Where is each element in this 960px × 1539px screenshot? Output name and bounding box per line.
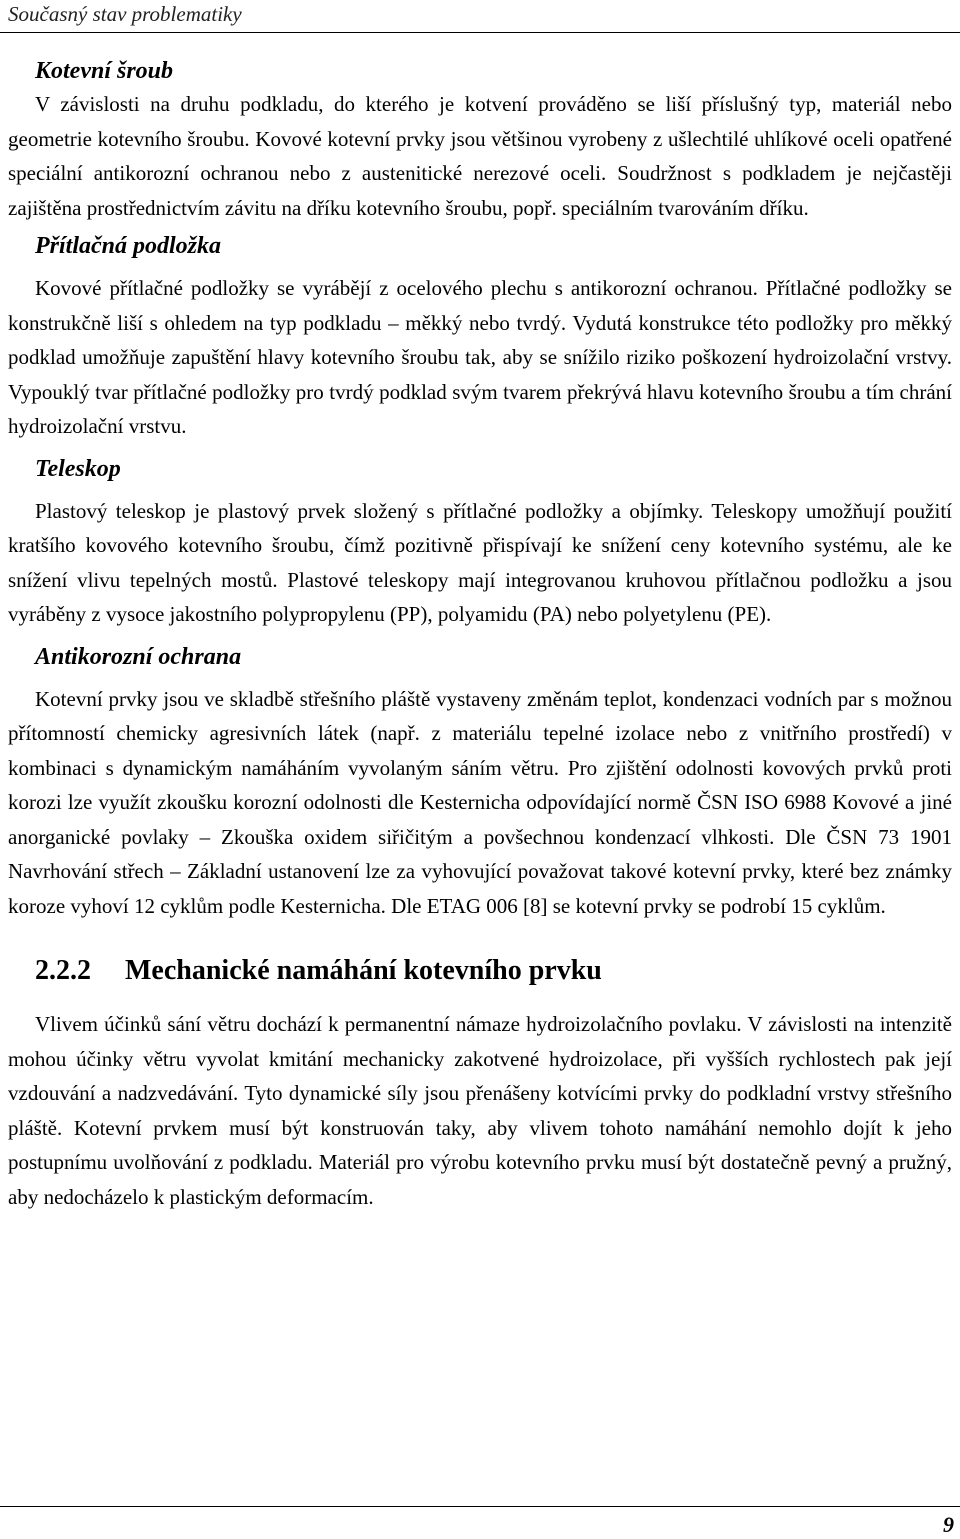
paragraph-teleskop: Plastový teleskop je plastový prvek složený s přítlačné podložky a objímky. Teleskopy umožňují použití kratšího kovového kotevního šroubu, čímž pozitivně přispívají ke snížení ceny kotevního systému, ale ke snížení vlivu tepelných mostů. Plastové teleskopy mají integrovanou kruhovou přítlačnou podložku a jsou vyráběny z vysoce jakostního polypropylenu (PP), polyamidu (PA) nebo polyetylenu (PE). <box>8 498 952 626</box>
page-number: 9 <box>943 1512 954 1537</box>
section-number: 2.2.2 <box>35 955 91 986</box>
header-divider <box>0 32 960 33</box>
page-content <box>8 50 952 1214</box>
section-heading-mechanicke-namahani <box>8 949 952 993</box>
section-title: Mechanické namáhání kotevního prvku <box>125 955 602 986</box>
paragraph-antikorozni-ochrana: Kotevní prvky jsou ve skladbě střešního pláště vystaveny změnám teplot, kondenzaci vodních par s možnou přítomností chemicky agresivních látek (např. z materiálu tepelné izolace nebo z vnitřního prostředí) v kombinaci s dynamickým namáháním vyvolaným sáním větru. Pro zjištění odolnosti kovových prvků proti korozi lze využít zkoušku korozní odolnosti dle Kesternicha odpovídající normě ČSN ISO 6988 Kovové a jiné anorganické povlaky – Zkouška oxidem siřičitým a povšechnou kondenzací vlhkosti. Dle ČSN 73 1901 Navrhování střech – Základní ustanovení lze za vyhovující považovat takové kotevní prvky, které bez známky koroze vyhoví 12 cyklům podle Kesternicha. Dle ETAG 006 [8] se kotevní prvky se podrobí 15 cyklům. <box>8 686 952 918</box>
paragraph-kotevni-sroub: V závislosti na druhu podkladu, do kterého je kotvení prováděno se liší příslušný typ, materiál nebo geometrie kotevního šroubu. Kovové kotevní prvky jsou většinou vyrobeny z ušlechtilé uhlíkové oceli opatřené speciální antikorozní ochranou nebo z austenitické nerezové oceli. Soudržnost s podkladem je nejčastěji zajištěna prostřednictvím závitu na dříku kotevního šroubu, popř. speciálním tvarováním dříku. <box>8 92 952 220</box>
heading-pritlacna-podlozka: Přítlačná podložka <box>35 233 222 259</box>
heading-antikorozni-ochrana: Antikorozní ochrana <box>35 643 242 670</box>
running-header: Současný stav problematiky <box>8 2 242 26</box>
paragraph-mechanicke-namahani: Vlivem účinků sání větru dochází k permanentní námaze hydroizolačního povlaku. V závislosti na intenzitě mohou účinky větru vyvolat kmitání mechanicky zakotvené hydroizolace, při vyšších rychlostech pak její vzdouvání a nadzvedávání. Tyto dynamické síly jsou přenášeny kotvícími prvky do podkladní vrstvy střešního pláště. Kotevní prvkem musí být konstruován taky, aby vlivem tohoto namáhání nemohlo dojít k jeho postupnímu uvolňování z podkladu. Materiál pro výrobu kotevního prvku musí být dostatečně pevný a pružný, aby nedocházelo k plastickým deformacím. <box>8 1012 952 1209</box>
heading-kotevni-sroub: Kotevní šroub <box>35 58 174 84</box>
heading-teleskop: Teleskop <box>35 455 121 482</box>
footer-divider <box>0 1506 960 1507</box>
paragraph-pritlacna-podlozka: Kovové přítlačné podložky se vyrábějí z ocelového plechu s antikorozní ochranou. Přítlačné podložky se konstrukčně liší s ohledem na typ podkladu – měkký nebo tvrdý. Vydutá konstrukce této podložky pro měkký podklad umožňuje zapuštění hlavy kotevního šroubu tak, aby se snížilo riziko poškození hydroizolační vrstvy. Vypouklý tvar přítlačné podložky pro tvrdý podklad svým tvarem překrývá hlavu kotevního šroubu a tím chrání hydroizolační vrstvu. <box>8 276 952 438</box>
